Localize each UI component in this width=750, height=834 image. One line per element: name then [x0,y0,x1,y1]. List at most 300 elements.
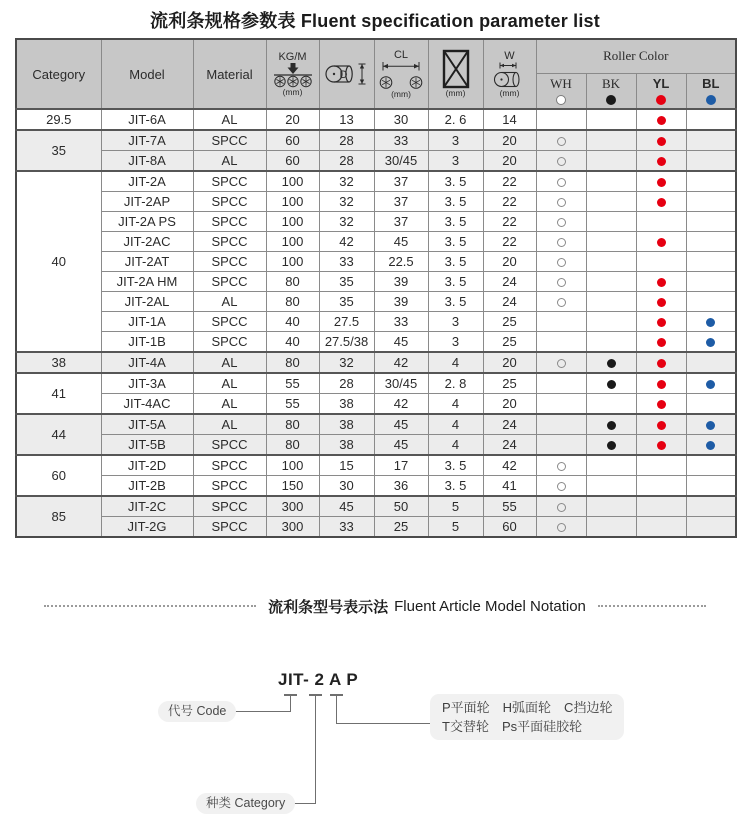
cell-material: SPCC [193,476,266,497]
cell-color-bl [686,171,736,192]
load-capacity-icon-stack [267,50,319,98]
cell-material: SPCC [193,312,266,332]
connector-wheel-type-vertical [336,694,337,724]
cell-kgm: 80 [266,414,319,435]
cell-d: 28 [319,151,374,172]
white-circle-icon [556,95,566,105]
cell-color-bk [586,373,636,394]
cell-color-bk [586,252,636,272]
cell-category: 60 [16,455,101,496]
cell-d: 28 [319,130,374,151]
section-title-en: Fluent Article Model Notation [394,597,586,615]
cell-d: 32 [319,171,374,192]
cell-kgm: 100 [266,212,319,232]
yl-dot-marker [657,178,666,187]
cell-w: 41 [483,476,536,497]
cell-material: SPCC [193,435,266,456]
cell-d: 33 [319,252,374,272]
header-color-wh [536,73,586,109]
cell-d: 38 [319,414,374,435]
cell-color-yl [636,435,686,456]
load-on-rollers-icon [270,63,316,88]
cell-w: 24 [483,292,536,312]
cell-d: 15 [319,455,374,476]
cell-cl: 36 [374,476,428,497]
cell-t: 3 [428,312,483,332]
cell-color-bk [586,212,636,232]
cell-kgm: 55 [266,373,319,394]
cell-d: 27.5 [319,312,374,332]
cell-color-yl [636,252,686,272]
white-circle-marker [557,359,566,368]
cell-w: 24 [483,414,536,435]
cell-color-bl [686,312,736,332]
bl-dot-marker [706,441,715,450]
cell-kgm: 60 [266,151,319,172]
kgm-label: KG/M [278,51,307,63]
cell-color-bl [686,455,736,476]
cell-model: JIT-2G [101,517,193,538]
cell-t: 2. 8 [428,373,483,394]
cell-category: 85 [16,496,101,537]
roller-diameter-icon [325,62,369,86]
red-dot-icon [656,95,666,105]
header-row-1 [16,39,736,73]
cell-t: 4 [428,435,483,456]
cell-material: SPCC [193,192,266,212]
cell-cl: 45 [374,232,428,252]
bl-dot-marker [706,380,715,389]
cell-kgm: 60 [266,130,319,151]
cell-model: JIT-6A [101,109,193,130]
cell-model: JIT-2A [101,171,193,192]
cell-kgm: 150 [266,476,319,497]
bk-dot-marker [607,441,616,450]
table-row [16,232,736,252]
w-label: W [504,50,515,62]
cell-w: 60 [483,517,536,538]
cell-color-wh [536,394,586,415]
cell-color-bk [586,109,636,130]
cell-t: 3 [428,151,483,172]
cell-d: 35 [319,272,374,292]
cell-w: 55 [483,496,536,517]
cell-color-yl [636,373,686,394]
table-row [16,373,736,394]
cell-color-bk [586,332,636,353]
wheel-types-line-2: T交替轮 Ps平面硅胶轮 [442,719,583,734]
cell-color-yl [636,414,686,435]
cell-cl: 50 [374,496,428,517]
cell-color-wh [536,373,586,394]
white-circle-marker [557,462,566,471]
spec-table [15,38,737,538]
cell-material: AL [193,352,266,373]
cell-t: 3. 5 [428,476,483,497]
cell-color-bk [586,130,636,151]
cell-w: 25 [483,332,536,353]
cell-color-wh [536,332,586,353]
cell-t: 3 [428,130,483,151]
cell-color-bk [586,232,636,252]
cell-cl: 33 [374,312,428,332]
cell-color-bl [686,151,736,172]
cell-color-yl [636,171,686,192]
yl-dot-marker [657,137,666,146]
cell-color-bk [586,151,636,172]
cell-model: JIT-2A HM [101,272,193,292]
cell-color-yl [636,109,686,130]
cell-t: 3. 5 [428,171,483,192]
cell-cl: 37 [374,192,428,212]
cell-color-wh [536,414,586,435]
yl-label: YL [652,75,670,91]
cell-kgm: 100 [266,171,319,192]
cell-cl: 39 [374,272,428,292]
table-row [16,192,736,212]
white-circle-marker [557,298,566,307]
cell-color-bl [686,232,736,252]
cell-material: SPCC [193,252,266,272]
cell-kgm: 55 [266,394,319,415]
cell-kgm: 20 [266,109,319,130]
cell-model: JIT-2C [101,496,193,517]
cell-d: 33 [319,517,374,538]
cell-material: AL [193,394,266,415]
table-row [16,109,736,130]
cell-kgm: 100 [266,252,319,272]
yl-dot-marker [657,380,666,389]
cell-t: 2. 6 [428,109,483,130]
cell-color-wh [536,292,586,312]
cell-color-wh [536,476,586,497]
header-center-length [374,39,428,109]
cell-color-wh [536,232,586,252]
cell-model: JIT-2B [101,476,193,497]
cell-color-wh [536,171,586,192]
mm-label: (mm) [445,88,466,98]
cell-color-bk [586,496,636,517]
header-color-bk [586,73,636,109]
cell-model: JIT-5A [101,414,193,435]
cell-material: AL [193,151,266,172]
cell-material: AL [193,292,266,312]
cell-cl: 25 [374,517,428,538]
cell-kgm: 100 [266,455,319,476]
cell-color-yl [636,455,686,476]
cell-w: 25 [483,312,536,332]
cell-color-bk [586,272,636,292]
category-label-pill: 种类 Category [196,793,295,814]
cell-color-wh [536,352,586,373]
table-row [16,332,736,353]
page-title-zh: 流利条规格参数表 [150,11,296,31]
table-row [16,151,736,172]
white-circle-marker [557,157,566,166]
cell-color-yl [636,192,686,212]
cell-color-bl [686,130,736,151]
cell-color-bk [586,435,636,456]
table-row [16,435,736,456]
cell-color-yl [636,476,686,497]
cell-color-yl [636,292,686,312]
cell-color-wh [536,455,586,476]
cell-d: 13 [319,109,374,130]
cell-color-yl [636,130,686,151]
cell-color-bl [686,212,736,232]
white-circle-marker [557,218,566,227]
cell-cl: 45 [374,332,428,353]
bl-dot-marker [706,421,715,430]
cell-cl: 42 [374,352,428,373]
cell-material: SPCC [193,517,266,538]
table-row [16,212,736,232]
cell-model: JIT-2AP [101,192,193,212]
table-row [16,496,736,517]
cell-t: 3. 5 [428,455,483,476]
table-row [16,352,736,373]
white-circle-marker [557,178,566,187]
table-row [16,292,736,312]
cell-color-yl [636,232,686,252]
table-row [16,517,736,538]
cell-cl: 45 [374,414,428,435]
table-row [16,252,736,272]
roller-width-icon-stack [484,49,536,99]
cell-t: 4 [428,352,483,373]
header-category: Category [16,39,101,109]
yl-dot-marker [657,116,666,125]
d-label: D [339,69,347,81]
cell-model: JIT-2AL [101,292,193,312]
table-row [16,394,736,415]
cell-w: 22 [483,232,536,252]
table-row [16,272,736,292]
cell-color-bl [686,252,736,272]
white-circle-marker [557,238,566,247]
cell-color-wh [536,130,586,151]
cell-model: JIT-2D [101,455,193,476]
cell-color-bk [586,455,636,476]
cell-t: 3. 5 [428,272,483,292]
cell-w: 14 [483,109,536,130]
cell-kgm: 80 [266,292,319,312]
header-color-bl [686,73,736,109]
spec-table-body [16,109,736,537]
cell-kgm: 300 [266,496,319,517]
cell-cl: 17 [374,455,428,476]
cell-model: JIT-8A [101,151,193,172]
cell-color-yl [636,496,686,517]
cell-cl: 45 [374,435,428,456]
cell-kgm: 40 [266,332,319,353]
cell-w: 20 [483,252,536,272]
cell-kgm: 80 [266,352,319,373]
cell-color-bk [586,476,636,497]
cell-d: 32 [319,192,374,212]
cell-color-bk [586,394,636,415]
mm-label: (mm) [499,88,520,98]
page-title [0,7,750,33]
cell-material: SPCC [193,212,266,232]
table-row [16,414,736,435]
cell-d: 30 [319,476,374,497]
yl-dot-marker [657,421,666,430]
yl-dot-marker [657,278,666,287]
cell-color-yl [636,312,686,332]
cell-color-bk [586,171,636,192]
cell-w: 25 [483,373,536,394]
cell-cl: 22.5 [374,252,428,272]
connector-category-vertical [315,694,316,804]
cell-kgm: 40 [266,312,319,332]
cell-w: 24 [483,435,536,456]
table-row [16,455,736,476]
mm-label: (mm) [282,87,303,97]
cell-color-yl [636,272,686,292]
cell-color-bk [586,414,636,435]
cell-color-wh [536,192,586,212]
cell-model: JIT-1B [101,332,193,353]
cell-material: SPCC [193,455,266,476]
dotted-line-right [598,605,706,607]
cell-color-bl [686,414,736,435]
cell-color-bl [686,332,736,353]
cell-material: AL [193,373,266,394]
cell-t: 5 [428,496,483,517]
cell-material: SPCC [193,332,266,353]
white-circle-marker [557,137,566,146]
cell-color-bl [686,517,736,538]
white-circle-marker [557,258,566,267]
cell-color-bl [686,352,736,373]
cell-model: JIT-7A [101,130,193,151]
yl-dot-marker [657,198,666,207]
cell-material: AL [193,414,266,435]
yl-dot-marker [657,441,666,450]
cell-color-bk [586,352,636,373]
cell-d: 28 [319,373,374,394]
cell-color-wh [536,272,586,292]
cell-color-bl [686,476,736,497]
cell-d: 38 [319,435,374,456]
cell-t: 3. 5 [428,212,483,232]
cell-d: 42 [319,232,374,252]
cell-model: JIT-2AC [101,232,193,252]
cell-t: 3 [428,332,483,353]
cell-kgm: 300 [266,517,319,538]
cell-category: 40 [16,171,101,352]
cell-t: 3. 5 [428,192,483,212]
cell-color-yl [636,352,686,373]
cell-color-bl [686,272,736,292]
cell-category: 41 [16,373,101,414]
white-circle-marker [557,198,566,207]
cell-cl: 37 [374,171,428,192]
cell-model: JIT-1A [101,312,193,332]
header-thickness [428,39,483,109]
cell-w: 20 [483,130,536,151]
cell-model: JIT-3A [101,373,193,394]
cell-color-bk [586,312,636,332]
cell-color-wh [536,252,586,272]
header-roller-diameter [319,39,374,109]
cell-color-bk [586,517,636,538]
header-model: Model [101,39,193,109]
cell-w: 20 [483,151,536,172]
cell-color-wh [536,212,586,232]
roller-width-icon [492,62,528,89]
cell-d: 32 [319,212,374,232]
section-title [10,595,740,617]
cell-category: 44 [16,414,101,455]
mm-label: (mm) [391,89,411,99]
wheel-types-pill [430,694,624,740]
header-roller-color: Roller Color [536,39,736,73]
connector-wheel-type-horizontal [336,723,430,724]
cell-color-bk [586,192,636,212]
cell-w: 42 [483,455,536,476]
yl-dot-marker [657,359,666,368]
cell-color-yl [636,394,686,415]
bk-label: BK [601,75,621,91]
header-roller-width [483,39,536,109]
cell-cl: 30/45 [374,373,428,394]
cell-t: 3. 5 [428,292,483,312]
cell-material: SPCC [193,171,266,192]
cell-cl: 42 [374,394,428,415]
table-row [16,476,736,497]
cell-t: 3. 5 [428,252,483,272]
yl-dot-marker [657,298,666,307]
connector-code-vertical [290,694,291,712]
cell-material: SPCC [193,496,266,517]
bl-dot-marker [706,338,715,347]
cell-color-bl [686,394,736,415]
header-color-yl [636,73,686,109]
cell-model: JIT-2AT [101,252,193,272]
cell-d: 27.5/38 [319,332,374,353]
cell-color-wh [536,496,586,517]
cell-w: 24 [483,272,536,292]
blue-dot-icon [706,95,716,105]
cell-w: 20 [483,352,536,373]
cell-material: SPCC [193,130,266,151]
cell-color-yl [636,212,686,232]
cell-t: 5 [428,517,483,538]
cell-kgm: 100 [266,192,319,212]
cell-t: 3. 5 [428,232,483,252]
cell-cl: 30 [374,109,428,130]
cell-color-yl [636,517,686,538]
cell-kgm: 100 [266,232,319,252]
cell-model: JIT-5B [101,435,193,456]
cl-label: CL [393,49,409,61]
white-circle-marker [557,482,566,491]
roller-diameter-icon-stack [320,62,374,86]
wh-label: WH [550,75,572,91]
section-title-zh: 流利条型号表示法 [268,598,389,616]
cell-color-bl [686,435,736,456]
cell-kgm: 80 [266,435,319,456]
bk-dot-marker [607,359,616,368]
cell-t: 4 [428,394,483,415]
cell-color-bl [686,109,736,130]
cell-color-bl [686,292,736,312]
bk-dot-marker [607,421,616,430]
code-label-pill: 代号 Code [158,701,236,722]
spec-table-head [16,39,736,109]
